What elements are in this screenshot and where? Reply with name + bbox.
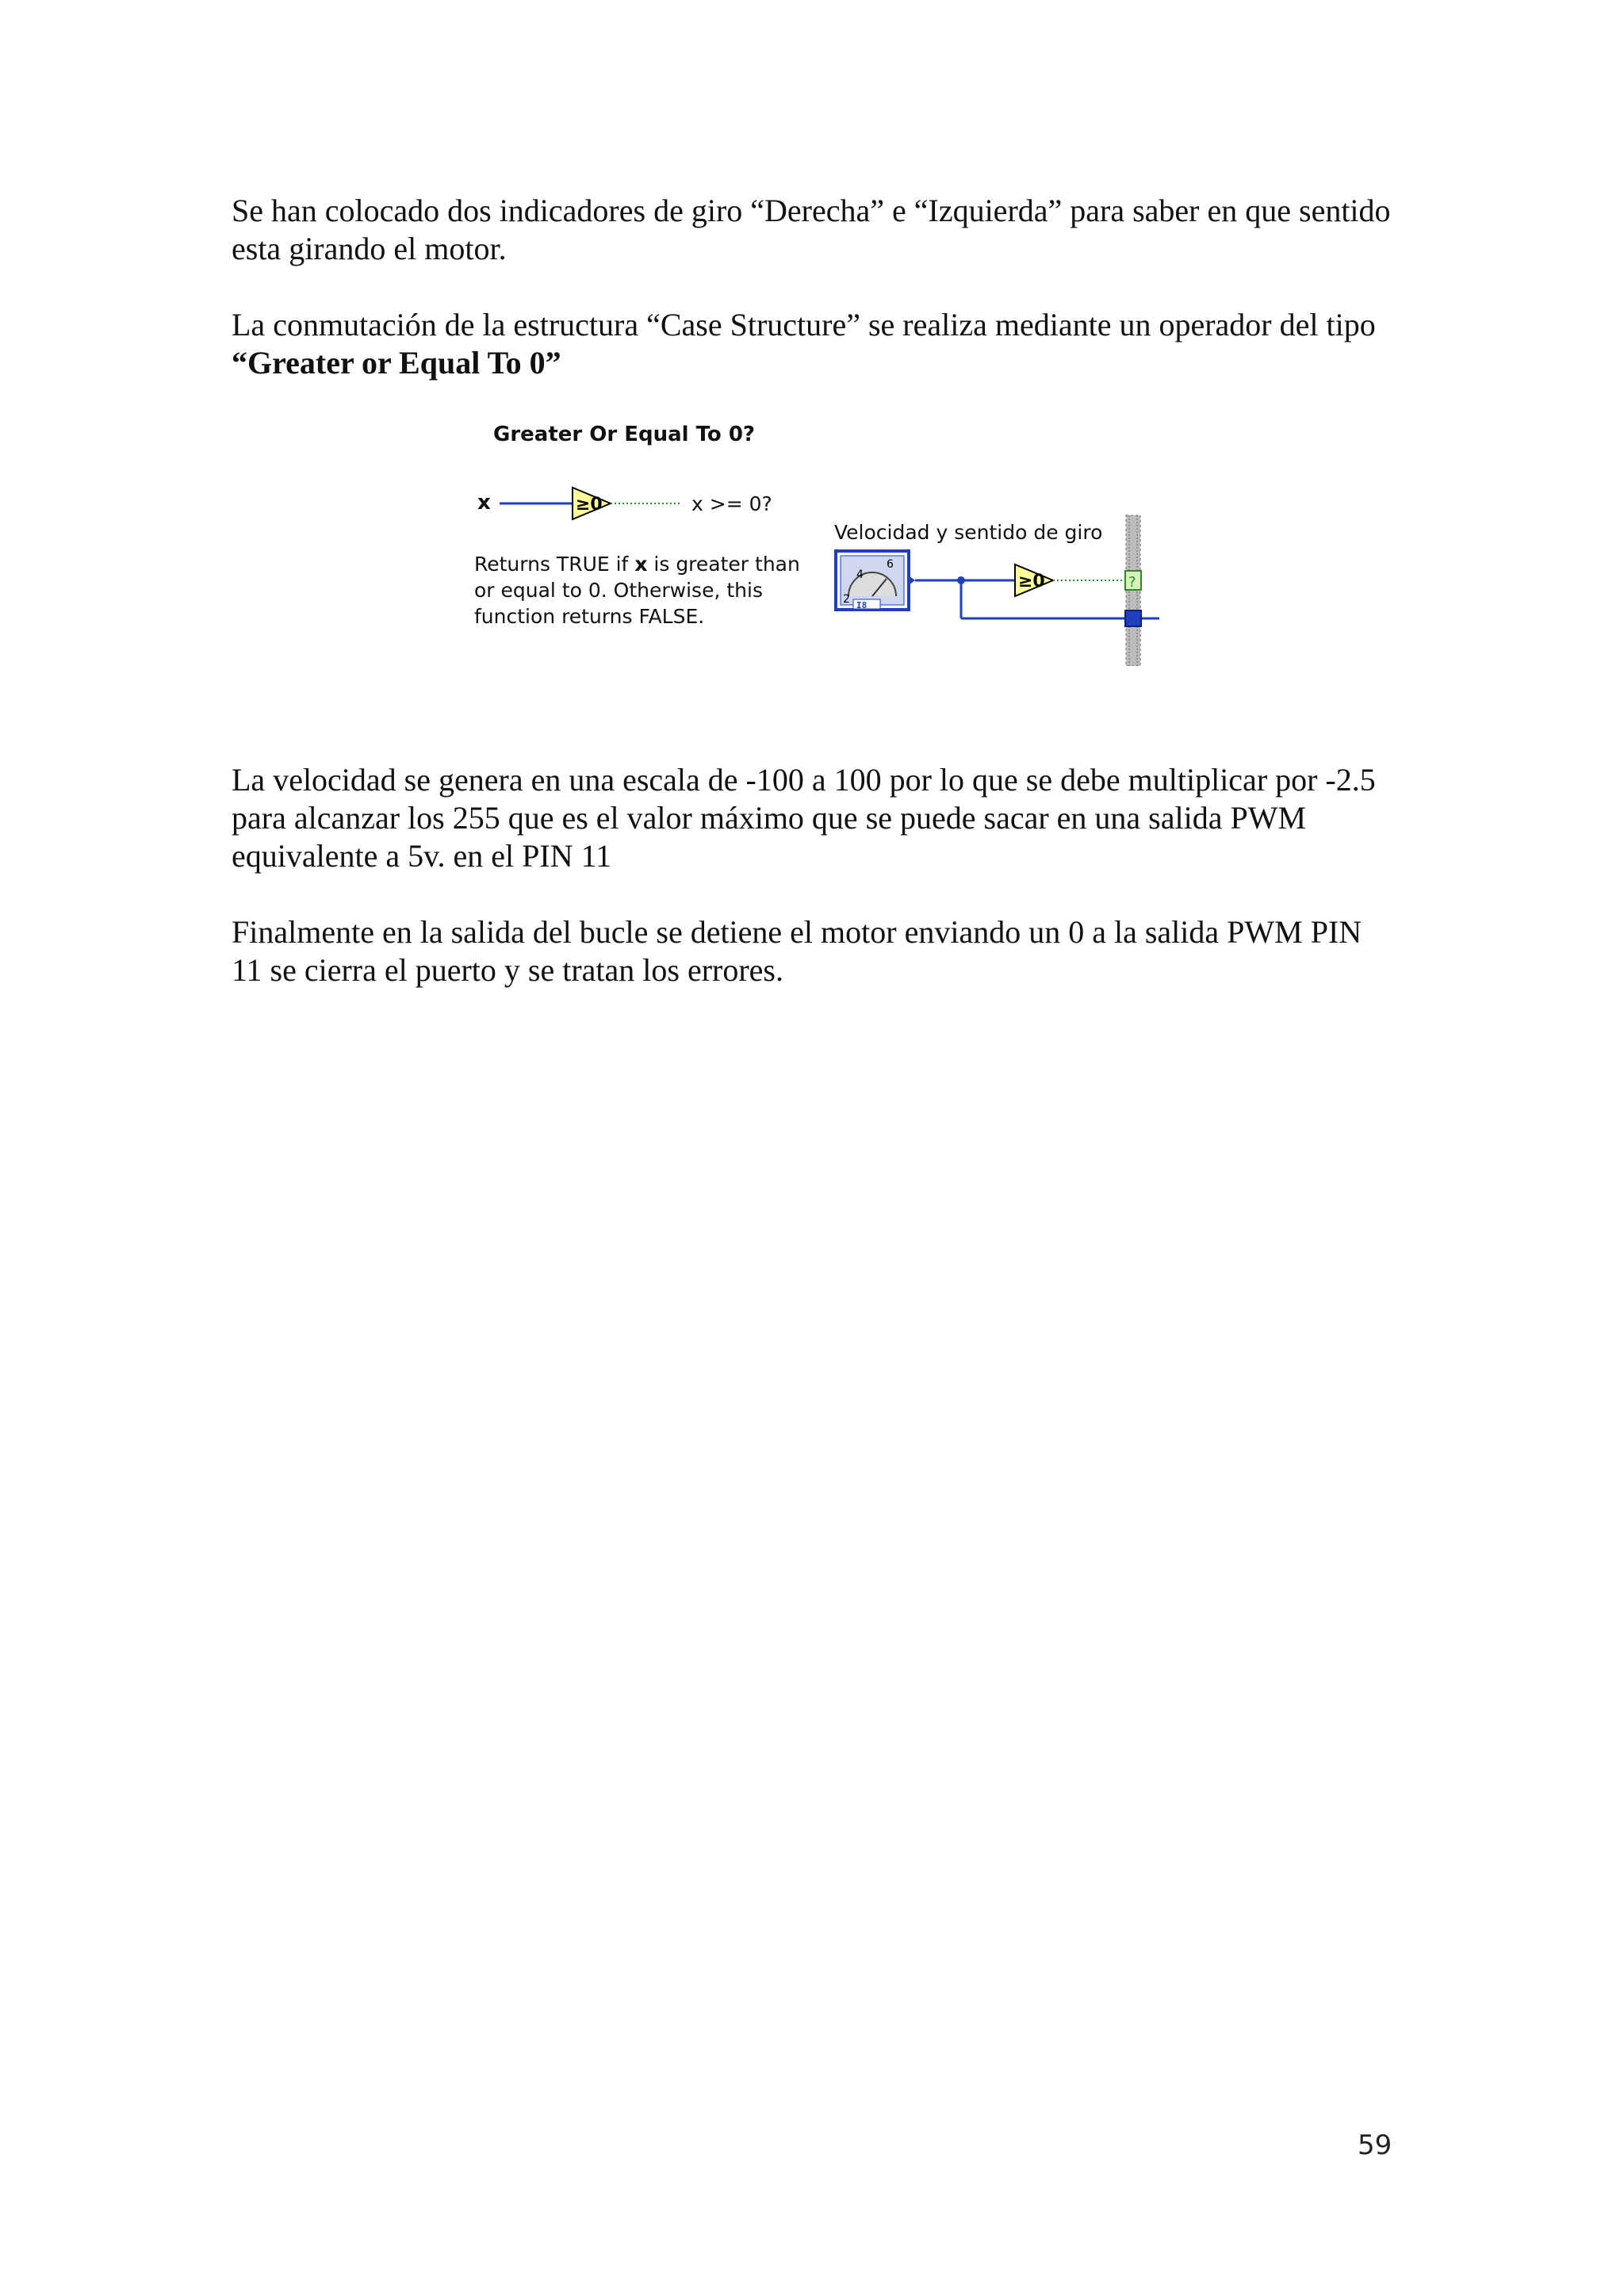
paragraph-direction-indicators: Se han colocado dos indicadores de giro “Derecha” e “Izquierda” para saber en que sentido esta girando el motor. — [232, 193, 1391, 266]
case-selector-glyph: ? — [1128, 574, 1136, 591]
help-line-2: or equal to 0. Otherwise, this — [474, 579, 763, 602]
help-line-3: function returns FALSE. — [474, 605, 705, 628]
knob-control-icon — [836, 551, 915, 610]
knob-tick-4: 4 — [856, 568, 864, 581]
control-label: Velocidad y sentido de giro — [834, 521, 1103, 544]
help-line-1-a: Returns TRUE if — [474, 553, 635, 576]
help-line-1-x: x — [634, 553, 648, 576]
help-title: Greater Or Equal To 0? — [493, 423, 756, 446]
paragraph-case-structure — [232, 306, 1397, 382]
ge0-node-glyph: ≥0 — [576, 495, 603, 515]
ge0-node-block-glyph: ≥0 — [1018, 572, 1045, 591]
output-label: x >= 0? — [691, 492, 772, 515]
help-line-1-b: is greater than — [647, 553, 800, 576]
paragraph-loop-exit: Finalmente en la salida del bucle se detiene el motor enviando un 0 a la salida PWM PIN 11 se cierra el puerto y se tratan los errores. — [232, 914, 1362, 988]
knob-tick-2: 2 — [843, 593, 850, 606]
input-label-x: x — [477, 491, 491, 515]
paragraph-case-structure-text: La conmutación de la estructura “Case Structure” se realiza mediante un operador del tipo — [232, 307, 1376, 342]
operator-name: “Greater or Equal To 0” — [232, 345, 561, 381]
labview-diagram — [468, 412, 1182, 666]
help-line-1 — [474, 553, 800, 576]
case-tunnel-icon — [1125, 610, 1141, 626]
labview-diagram-figure — [468, 412, 1182, 666]
knob-tick-6: 6 — [887, 558, 894, 571]
paragraph-speed-scale: La velocidad se genera en una escala de -100 a 100 por lo que se debe multiplicar por -2.5 para alcanzar los 255 que es el valor máximo que se puede sacar en una salida PWM equivalente a 5v. en el PIN 11 — [232, 762, 1376, 874]
page-number: 59 — [1358, 2130, 1392, 2161]
knob-type-label: I8 — [856, 600, 868, 610]
